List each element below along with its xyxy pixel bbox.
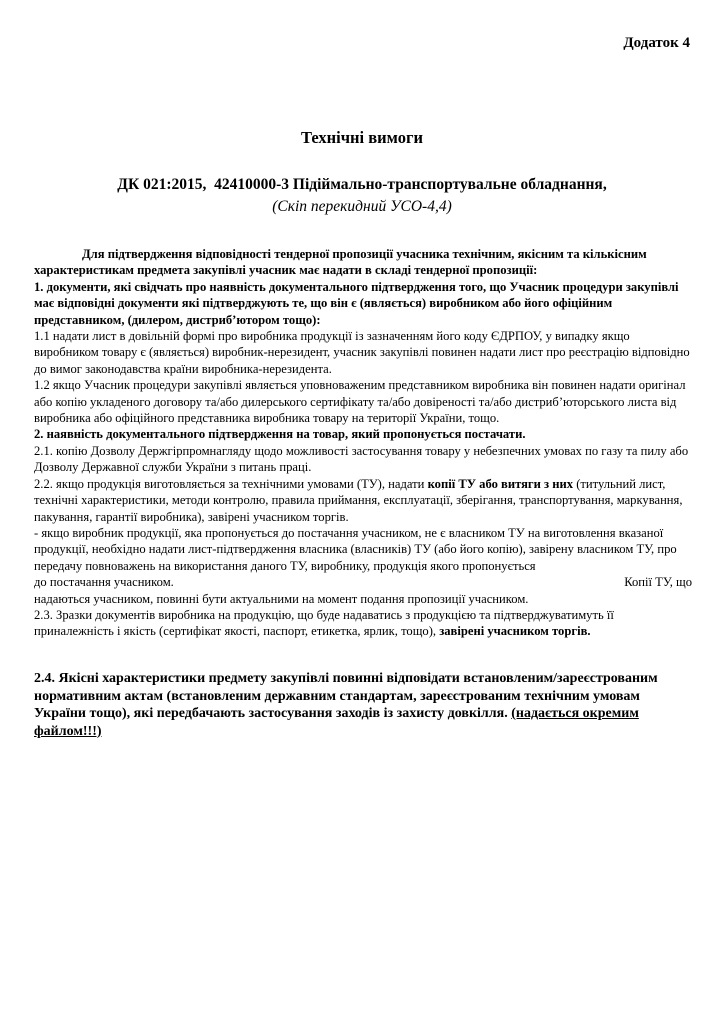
item-2-2-dash: - якщо виробник продукції, яка пропонується до постачання учасником, не є власником ТУ на виготовлення вказаної продукції, необхідно надати лист-підтвердження власника (власників) ТУ (або його копію), завірену власником ТУ, про передачу повноважень на використання даного ТУ, виробнику, продукція якого пропонується (34, 525, 677, 573)
item-2-2-dash-end-row (34, 574, 692, 590)
classification-code: ДК 021:2015, 42410000-3 Підіймально-транспортувальне обладнання, (117, 176, 607, 193)
appendix-label: Додаток 4 (623, 35, 690, 51)
item-1-2: 1.2 якщо Учасник процедури закупівлі являється уповноваженим представником виробника він повинен надати оригінал або копію укладеного договору та/або дилерського сертифікату та/або довіреності та/або дистриб’юторського листа від виробника або офіційного представника виробника товару на території України, тощо. (34, 378, 686, 426)
page-title: Технічні вимоги (301, 128, 423, 147)
item-2-4-note: (надається окремим файлом!!!) (34, 706, 639, 739)
item-2-4-text: 2.4. Якісні характеристики предмету закупівлі повинні відповідати встановленим/зареєстрованим нормативним актам (встановленим державним стандартам, зареєстрованим технічним умовам України тощо), які передбачають застосування заходів із захисту довкілля. (34, 671, 658, 721)
item-2-2-text-c: (титульний лист, технічні характеристики, методи контролю, правила приймання, експлуатації, зберігання, транспортування, маркування, пакування, гарантії виробника), завірені учасником торгів. (34, 476, 683, 524)
item-2-2-dash-end: до постачання учасником. (34, 575, 174, 590)
item-2-3-bold: завірені учасником торгів. (439, 624, 591, 639)
section-2-heading: 2. наявність документального підтвердження на товар, який пропонується постачати. (34, 427, 526, 442)
item-2-2-copies-start: Копії ТУ, що (624, 575, 692, 590)
item-2-3 (34, 607, 692, 640)
item-2-3-text: 2.3. Зразки документів виробника на продукцію, що буде надаватись з продукцією та підтверджуватимуть її приналежність і якість (сертифікат якості, паспорт, етикетка, ярлик, тощо), (34, 607, 614, 639)
item-1-1: 1.1 надати лист в довільній формі про виробника продукції із зазначенням його коду ЄДРПОУ, у випадку якщо виробником товару є (являється) виробник-нерезидент, учасник закупівлі повинен надати лист про реєстрацію відповідно до вимог законодавства країни виробника-нерезидента. (34, 329, 690, 376)
item-2-4 (34, 670, 694, 740)
item-2-2-bold: копії ТУ або витяги з них (427, 476, 574, 491)
item-2-2-copies: надаються учасником, повинні бути актуальними на момент подання пропозиції учасником. (34, 591, 529, 606)
item-2-2 (34, 476, 692, 525)
item-2-2-text-a: 2.2. якщо продукція виготовляється за технічними умовами (ТУ), надати (34, 476, 428, 491)
section-1-heading: 1. документи, які свідчать про наявність документального підтвердження того, що Учасник процедури закупівлі має відповідні документи які підтверджують те, що він є (являється) виробником або його офіційним представником, (дилером, дистриб’ютором тощо): (34, 279, 679, 327)
intro-paragraph: Для підтвердження відповідності тендерної пропозиції учасника технічним, якісним та кількісним характеристикам предмета закупівлі учасник має надати в складі тендерної пропозиції: (34, 247, 647, 278)
item-2-1: 2.1. копію Дозволу Держгірпромнагляду щодо можливості застосування товару у небезпечних умовах по газу та пилу або Дозволу Державної служби України з питань праці. (34, 443, 689, 475)
requirements-body (34, 246, 692, 640)
product-name: (Скіп перекидний УСО-4,4) (272, 198, 452, 215)
